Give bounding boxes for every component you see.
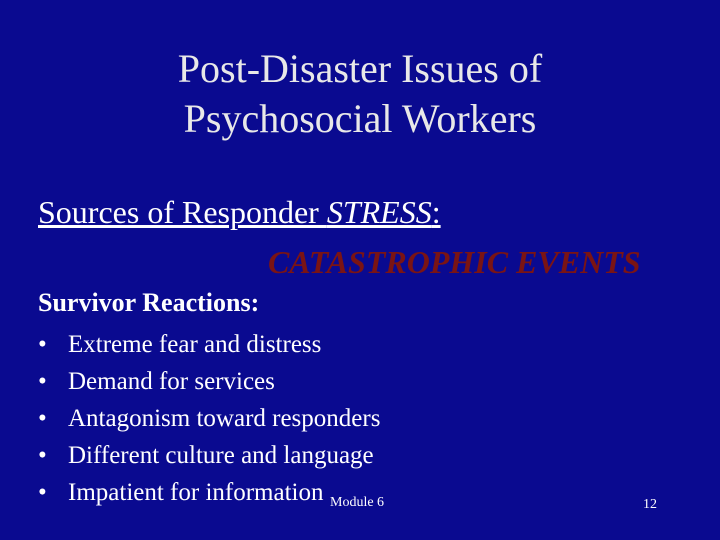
slide-title [0, 44, 720, 144]
catastrophic-events-label: CATASTROPHIC EVENTS [268, 244, 641, 280]
survivor-reactions-heading: Survivor Reactions: [38, 288, 260, 317]
stress-emphasis: STRESS [326, 194, 432, 230]
list-item-text: Different culture and language [68, 442, 374, 469]
list-item-text: Extreme fear and distress [68, 331, 322, 358]
sources-heading [38, 192, 441, 232]
page-number: 12 [643, 497, 657, 512]
bullet-icon: • [38, 405, 47, 432]
list-item-text: Impatient for information [68, 479, 324, 506]
bullet-icon: • [38, 368, 47, 395]
footer-module-label: Module 6 [330, 495, 385, 510]
sources-prefix: Sources of Responder [38, 194, 327, 230]
list-item [38, 363, 380, 400]
bullet-icon: • [38, 479, 47, 506]
bullet-icon: • [38, 331, 47, 358]
slide-title-line-2: Psychosocial Workers [183, 96, 537, 141]
sources-suffix: : [431, 194, 441, 230]
survivor-reactions-list [38, 326, 380, 511]
list-item [38, 326, 380, 363]
list-item [38, 437, 380, 474]
list-item-text: Antagonism toward responders [68, 405, 381, 432]
slide-title-line-1: Post-Disaster Issues of [177, 46, 543, 91]
list-item [38, 400, 380, 437]
bullet-icon: • [38, 442, 47, 469]
list-item-text: Demand for services [68, 368, 275, 395]
